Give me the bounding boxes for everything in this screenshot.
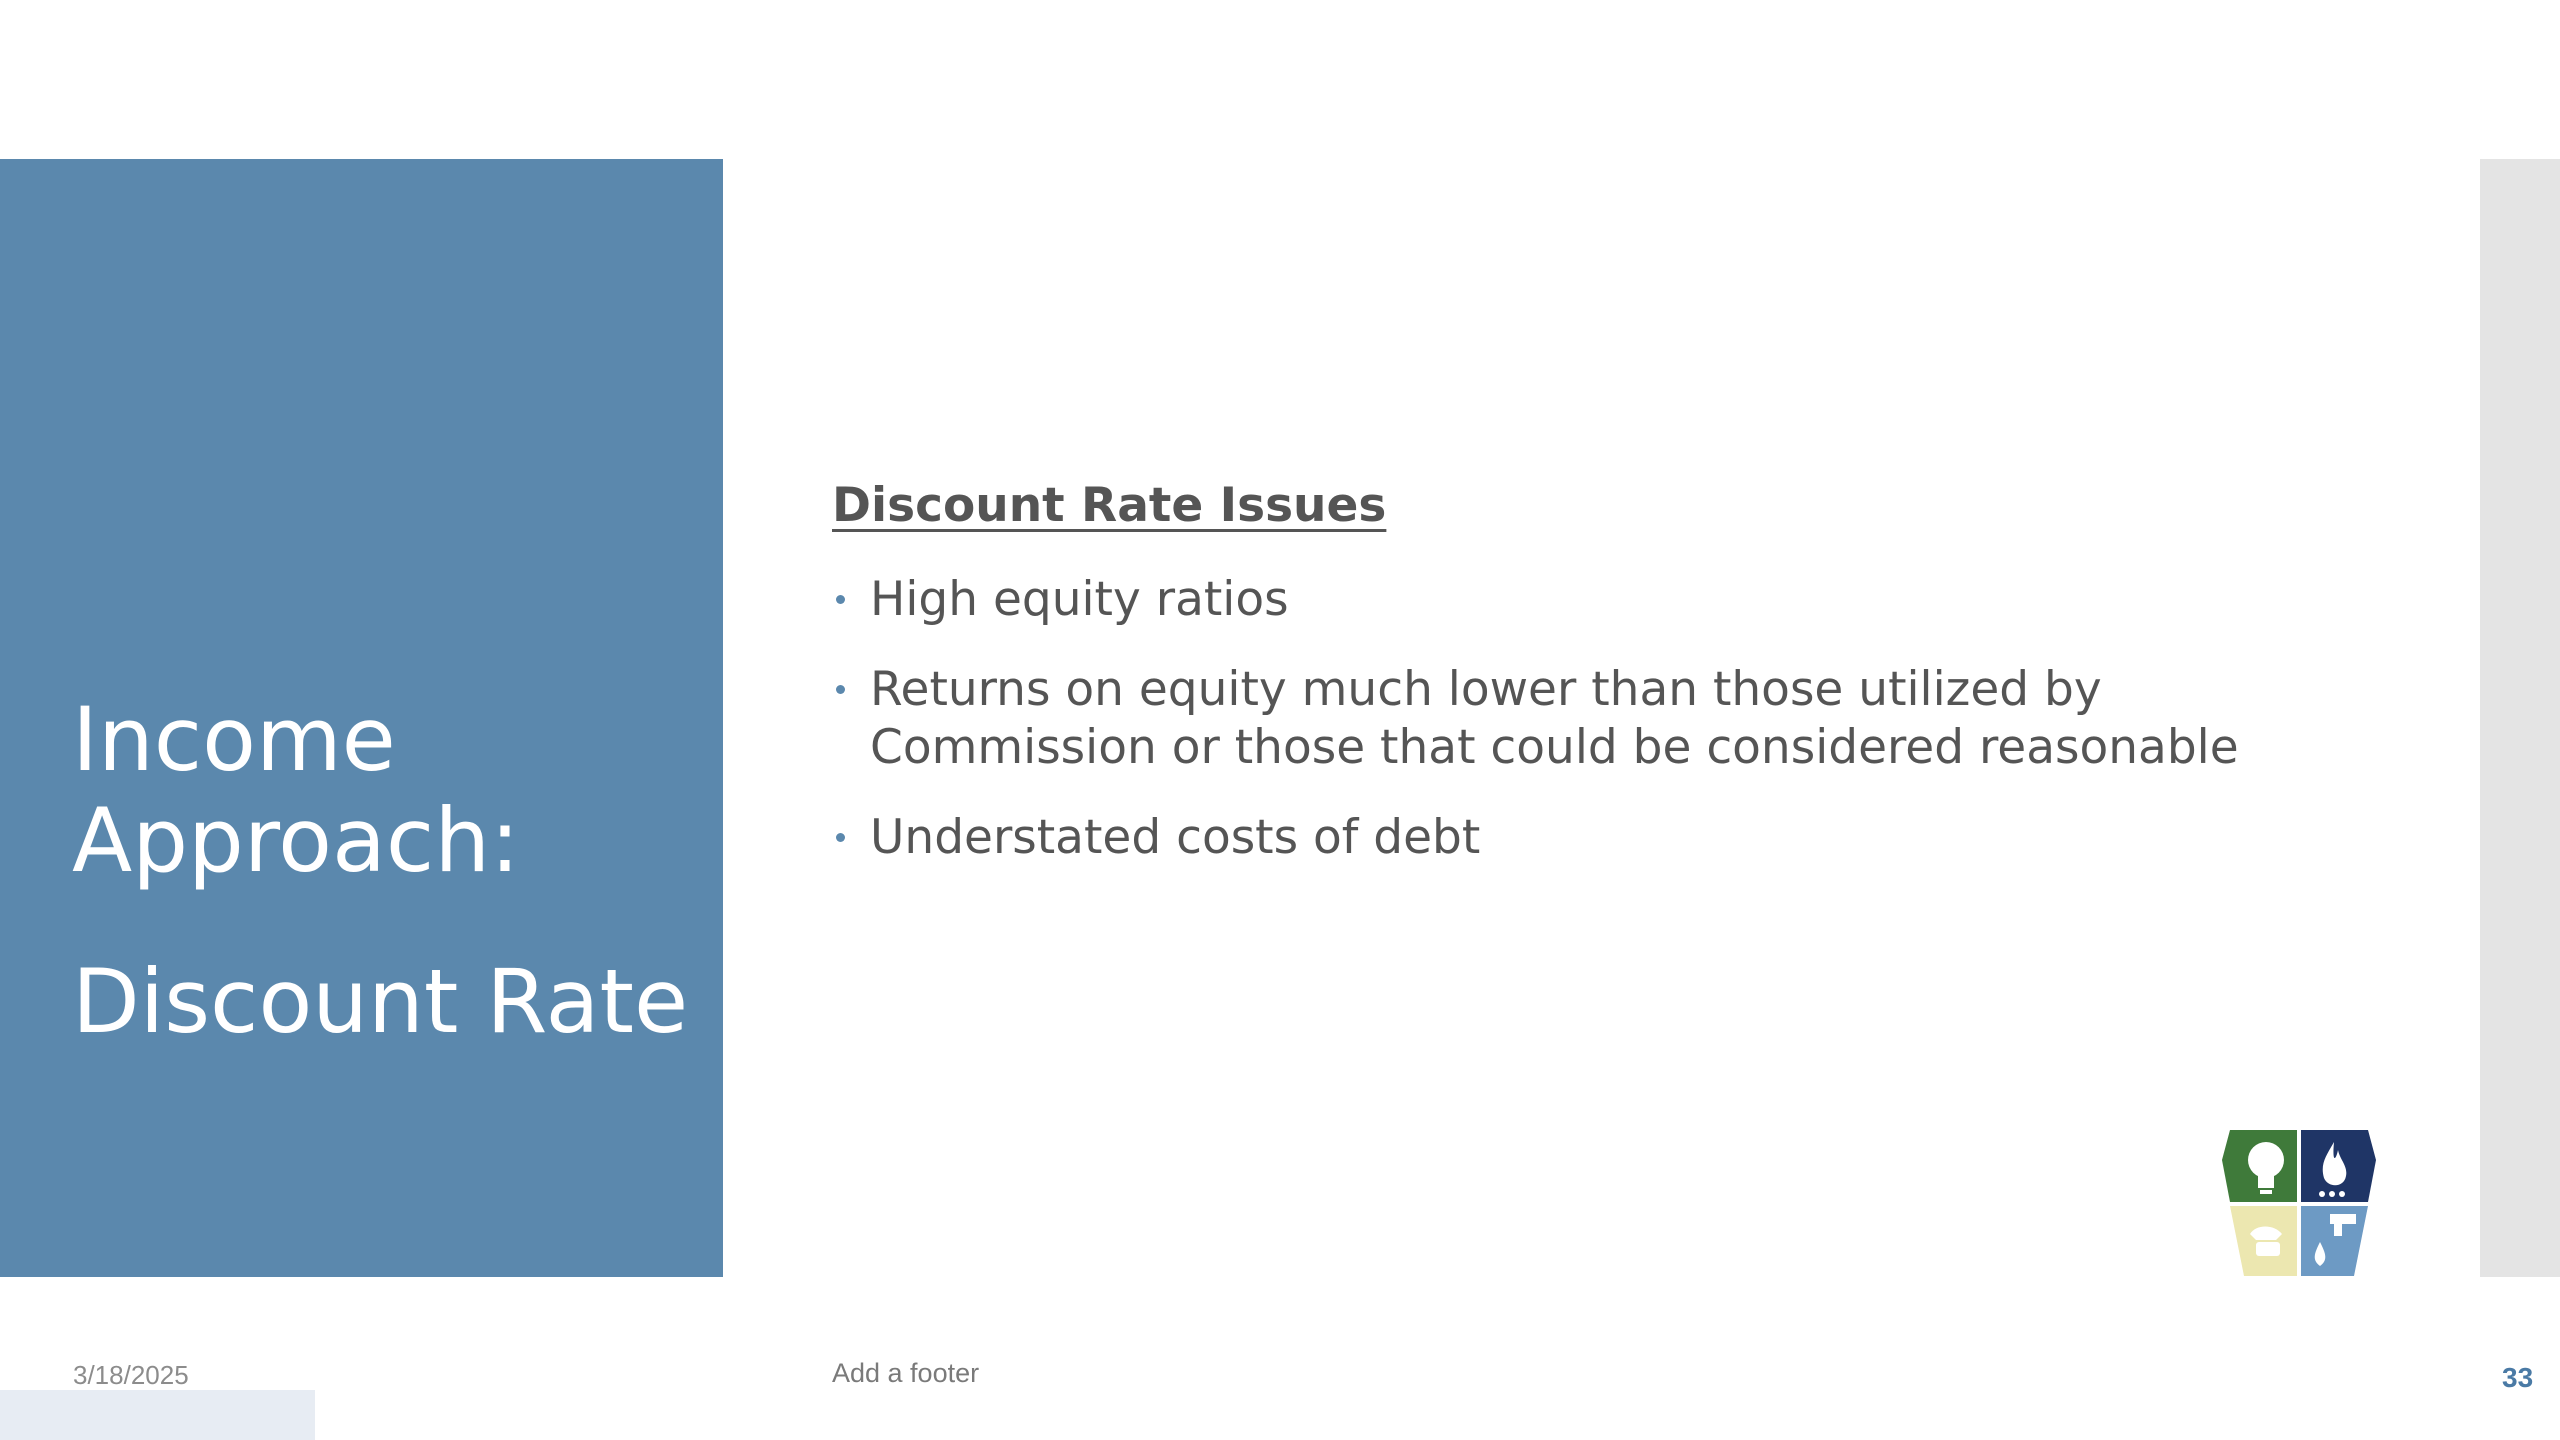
footer-text[interactable]: Add a footer: [832, 1358, 980, 1388]
bullet-item: [832, 809, 2352, 867]
bullet-dot-icon: [836, 595, 845, 604]
slide-subtitle: Discount Rate: [72, 950, 689, 1053]
bullet-dot-icon: [836, 833, 845, 842]
bullet-item: [832, 571, 2352, 629]
bullet-text: Understated costs of debt: [870, 810, 1481, 865]
page-number: 33: [2502, 1362, 2534, 1393]
title-line-2: Approach:: [72, 789, 520, 892]
bullet-list: [832, 571, 2352, 867]
footer-date: 3/18/2025: [73, 1360, 189, 1390]
bottom-tab-decor: [0, 1390, 315, 1440]
title-line-1: Income: [72, 688, 396, 791]
title-panel: [0, 159, 723, 1277]
bullet-item: [832, 661, 2352, 777]
bullet-text: Returns on equity much lower than those utilized by Commission or those that could be considered reasonable: [870, 662, 2239, 775]
bullet-text: High equity ratios: [870, 572, 1289, 627]
bullet-dot-icon: [836, 685, 845, 694]
slide-title: [72, 689, 688, 1052]
right-decor-strip: [2480, 159, 2560, 1277]
slide-content: [832, 478, 2352, 899]
section-heading: Discount Rate Issues: [832, 478, 1387, 533]
utility-commission-logo-icon: [2222, 1130, 2376, 1276]
